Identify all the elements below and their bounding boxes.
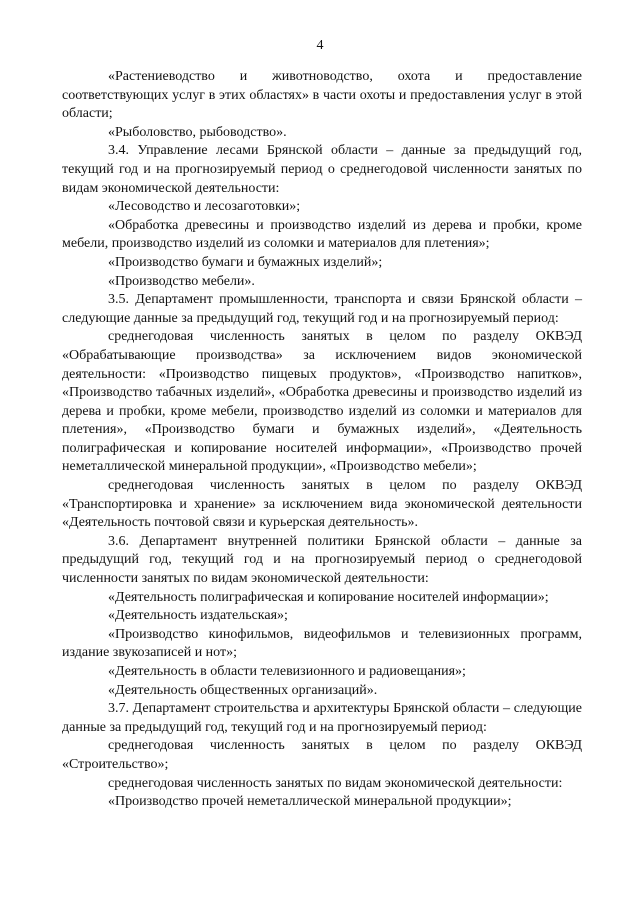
paragraph: «Деятельность издательская»; xyxy=(108,608,288,624)
paragraph: среднегодовая численность занятых в целом по разделу ОКВЭД «Транспортировка и хранение» за исключением вида экономической деятельности «Деятельность почтовой связи и курьерская деятельность». xyxy=(62,478,582,531)
paragraph: «Деятельность полиграфическая и копирование носителей информации»; xyxy=(108,589,549,605)
paragraph: среднегодовая численность занятых по видам экономической деятельности: xyxy=(108,775,563,791)
paragraph: среднегодовая численность занятых в целом по разделу ОКВЭД «Обрабатывающие производства» за исключением видов экономической деятельности: «Производство пищевых продуктов», «Производство напитков», «Производство табачных изделий», «Обработка древесины и производство изделий из дерева и пробки, кроме мебели, производство изделий из соломки и материалов для плетения», «Производство бумаги и бумажных изделий», «Деятельность полиграфическая и копирование носителей информации», «Производство прочей неметаллической минеральной продукции», «Производство мебели»; xyxy=(62,329,582,475)
paragraph: «Производство прочей неметаллической минеральной продукции»; xyxy=(108,794,512,810)
paragraph: «Растениеводство и животноводство, охота и предоставление соответствующих услуг в этих областях» в части охоты и предоставления услуг в этой области; xyxy=(62,69,582,122)
paragraph: «Деятельность общественных организаций». xyxy=(108,682,378,698)
paragraph: «Производство кинофильмов, видеофильмов и телевизионных программ, издание звукозаписей и нот»; xyxy=(62,626,582,661)
document-body xyxy=(62,68,582,812)
paragraph: 3.5. Департамент промышленности, транспорта и связи Брянской области – следующие данные за предыдущий год, текущий год и на прогнозируемый период: xyxy=(62,292,582,326)
paragraph: «Производство мебели». xyxy=(108,273,255,289)
paragraph: «Деятельность в области телевизионного и радиовещания»; xyxy=(108,664,466,679)
paragraph: среднегодовая численность занятых в целом по разделу ОКВЭД «Строительство»; xyxy=(62,738,582,772)
paragraph: «Рыболовство, рыбоводство». xyxy=(108,124,287,140)
paragraph: 3.4. Управление лесами Брянской области – данные за предыдущий год, текущий год и на прогнозируемый период о среднегодовой численности занятых по видам экономической деятельности: xyxy=(62,143,582,196)
page-number: 4 xyxy=(316,38,324,53)
paragraph: «Обработка древесины и производство изделий из дерева и пробки, кроме мебели, производство изделий из соломки и материалов для плетения»; xyxy=(62,217,582,252)
paragraph: «Производство бумаги и бумажных изделий»; xyxy=(108,254,383,270)
paragraph: 3.7. Департамент строительства и архитектуры Брянской области – следующие данные за предыдущий год, текущий год и на прогнозируемый период: xyxy=(62,701,582,735)
paragraph: 3.6. Департамент внутренней политики Брянской области – данные за предыдущий год, текущий год и на прогнозируемый период о среднегодовой численности занятых по видам экономической деятельности: xyxy=(62,533,582,587)
paragraph: «Лесоводство и лесозаготовки»; xyxy=(108,199,301,215)
